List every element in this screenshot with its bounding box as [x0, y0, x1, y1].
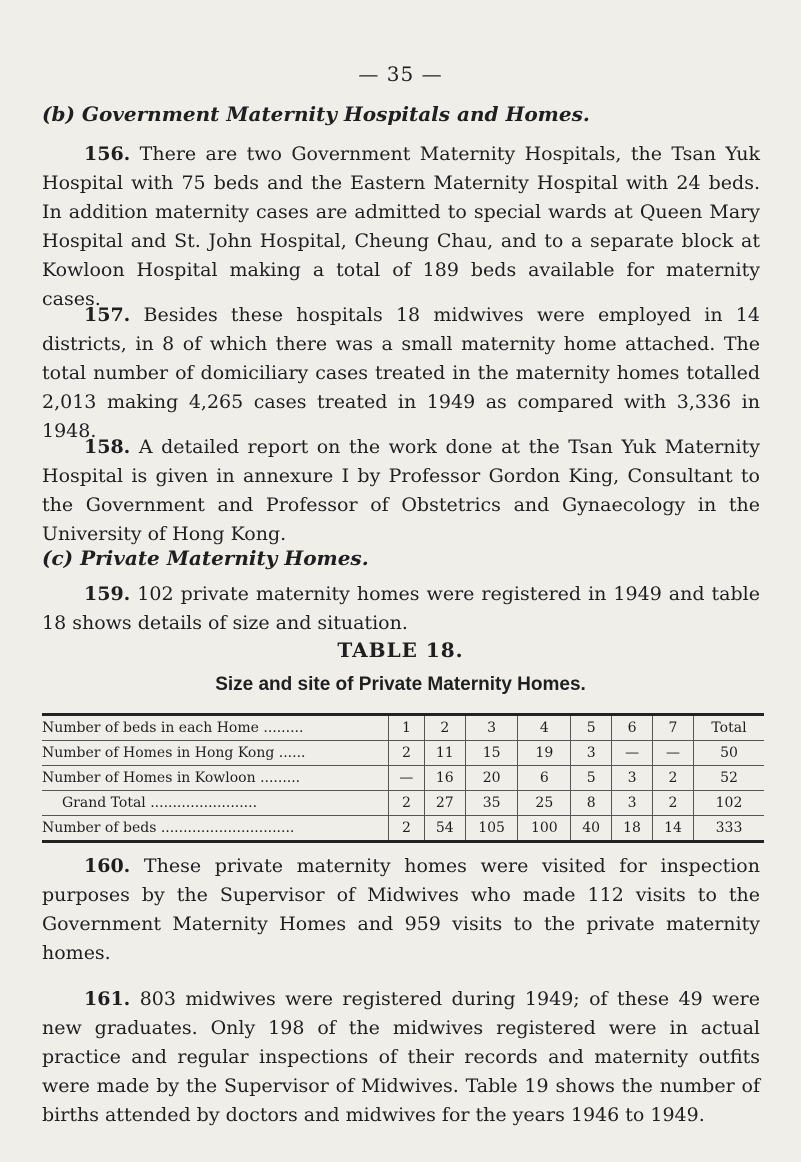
value-cell: 2 [653, 766, 694, 791]
value-cell: 3 [612, 766, 653, 791]
section-b-heading: (b) Government Maternity Hospitals and Homes. [42, 102, 590, 126]
paragraph-number: 160. [84, 855, 131, 877]
table-row [42, 766, 764, 791]
paragraph-158 [42, 433, 760, 549]
value-cell: 105 [465, 816, 518, 842]
value-cell: 3 [612, 791, 653, 816]
section-c-heading: (c) Private Maternity Homes. [42, 546, 369, 570]
paragraph-number: 158. [84, 436, 131, 458]
value-cell: 5 [571, 766, 612, 791]
paragraph-161 [42, 985, 760, 1130]
table-title: TABLE 18. [337, 638, 464, 662]
paragraph-157 [42, 301, 760, 446]
total-cell: 52 [694, 766, 765, 791]
paragraph-159 [42, 580, 760, 638]
row-label: Number of Homes in Kowloon ......... [42, 766, 389, 791]
table-row [42, 816, 764, 842]
paragraph-text: 803 midwives were registered during 1949; of these 49 were new graduates. Only 198 of the midwives registered were in actual practice and regular inspections of their records and maternity outfits were made by the Supervisor of Midwives. Table 19 shows the number of births attended by doctors and midwives for the years 1946 to 1949. [42, 988, 760, 1126]
value-cell: — [653, 741, 694, 766]
row-label: Grand Total ........................ [42, 791, 389, 816]
value-cell: 2 [389, 741, 425, 766]
table-row [42, 741, 764, 766]
value-cell: 100 [518, 816, 571, 842]
value-cell: 20 [465, 766, 518, 791]
paragraph-number: 156. [84, 143, 131, 165]
value-cell: 25 [518, 791, 571, 816]
value-cell: 6 [518, 766, 571, 791]
total-cell: 333 [694, 816, 765, 842]
value-cell: 2 [653, 791, 694, 816]
table-row [42, 791, 764, 816]
value-cell: 35 [465, 791, 518, 816]
value-cell: 2 [389, 791, 425, 816]
maternity-homes-table [42, 713, 764, 843]
paragraph-number: 157. [84, 304, 131, 326]
paragraph-text: A detailed report on the work done at the Tsan Yuk Maternity Hospital is given in annexure I by Professor Gordon King, Consultant to the Government and Professor of Obstetrics and Gynaecology in the University of Hong Kong. [42, 436, 760, 545]
page-number: — 35 — [358, 62, 443, 86]
value-cell: 14 [653, 816, 694, 842]
value-cell: 19 [518, 741, 571, 766]
paragraph-text: 102 private maternity homes were registered in 1949 and table 18 shows details of size and situation. [42, 583, 760, 634]
value-cell: 16 [424, 766, 465, 791]
value-cell: 7 [653, 715, 694, 741]
value-cell: 5 [571, 715, 612, 741]
paragraph-text: Besides these hospitals 18 midwives were employed in 14 districts, in 8 of which there was a small maternity home attached. The total number of domiciliary cases treated in the maternity homes totalled 2,013 making 4,265 cases treated in 1949 as compared with 3,336 in 1948. [42, 304, 760, 442]
value-cell: 15 [465, 741, 518, 766]
row-label: Number of beds .............................. [42, 816, 389, 842]
value-cell: 3 [571, 741, 612, 766]
paragraph-number: 159. [84, 583, 131, 605]
value-cell: 18 [612, 816, 653, 842]
total-cell: Total [694, 715, 765, 741]
value-cell: 4 [518, 715, 571, 741]
total-cell: 102 [694, 791, 765, 816]
value-cell: 1 [389, 715, 425, 741]
paragraph-text: These private maternity homes were visited for inspection purposes by the Supervisor of Midwives who made 112 visits to the Government Maternity Homes and 959 visits to the private maternity homes. [42, 855, 760, 964]
value-cell: 8 [571, 791, 612, 816]
table-row [42, 715, 764, 741]
paragraph-156 [42, 140, 760, 314]
value-cell: 54 [424, 816, 465, 842]
value-cell: 27 [424, 791, 465, 816]
paragraph-160 [42, 852, 760, 968]
value-cell: 2 [424, 715, 465, 741]
value-cell: — [389, 766, 425, 791]
row-label: Number of Homes in Hong Kong ...... [42, 741, 389, 766]
value-cell: 3 [465, 715, 518, 741]
paragraph-text: There are two Government Maternity Hospitals, the Tsan Yuk Hospital with 75 beds and the Eastern Maternity Hospital with 24 beds. In addition maternity cases are admitted to special wards at Queen Mary Hospital and St. John Hospital, Cheung Chau, and to a separate block at Kowloon Hospital making a total of 189 beds available for maternity cases. [42, 143, 760, 310]
value-cell: 2 [389, 816, 425, 842]
row-label: Number of beds in each Home ......... [42, 715, 389, 741]
table-subtitle: Size and site of Private Maternity Homes. [215, 674, 586, 695]
value-cell: 6 [612, 715, 653, 741]
value-cell: — [612, 741, 653, 766]
value-cell: 40 [571, 816, 612, 842]
paragraph-number: 161. [84, 988, 131, 1010]
value-cell: 11 [424, 741, 465, 766]
total-cell: 50 [694, 741, 765, 766]
